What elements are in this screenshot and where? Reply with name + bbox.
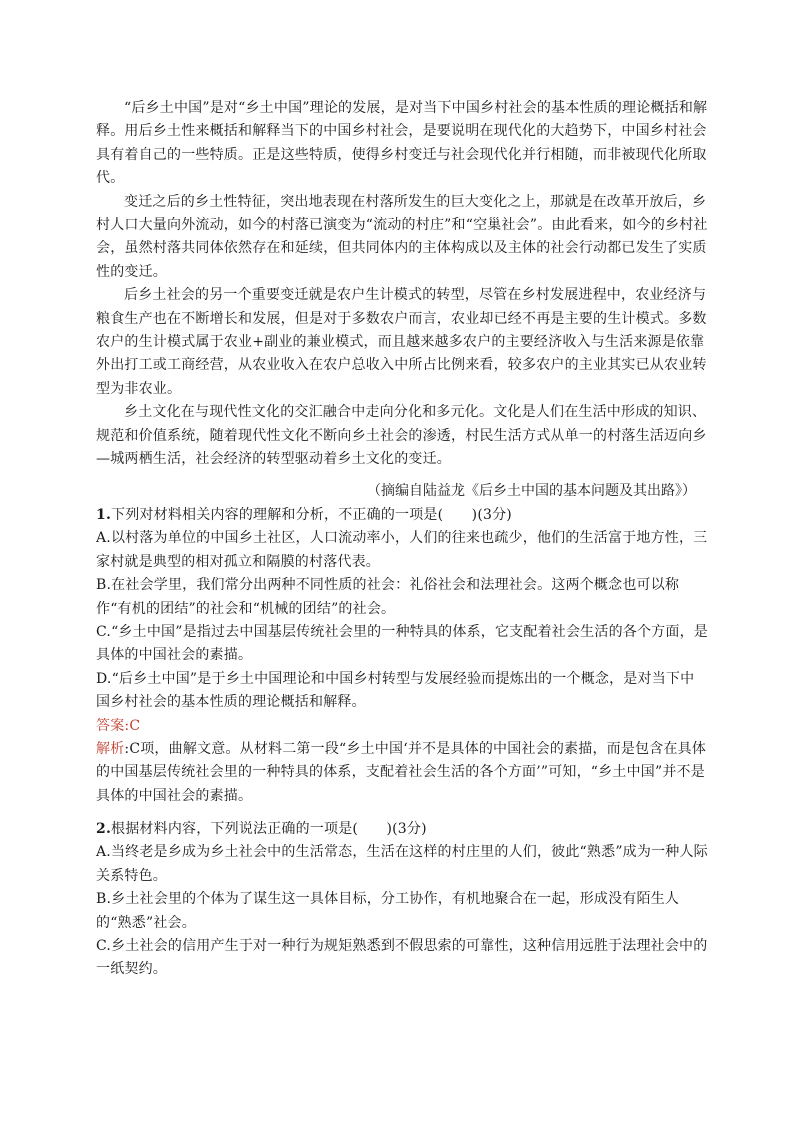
question-1: [96, 504, 708, 808]
question-1-option-b: B.在社会学里，我们常分出两种不同性质的社会：礼俗社会和法理社会。这两个概念也可以称作“有机的团结”的社会和“机械的团结”的社会。: [96, 577, 680, 617]
analysis-text: :C项，曲解文意。从材料二第一段“乡土中国‘并不是具体的中国社会的素描，而是包含在具体的中国基层传统社会里的一种特具的体系，支配着社会生活的各个方面’”可知，“乡土中国”并不是具体的中国社会的素描。: [96, 741, 707, 804]
question-1-stem: [96, 504, 708, 527]
passage-paragraph-2: 变迁之后的乡土性特征，突出地表现在村落所发生的巨大变化之上，那就是在改革开放后，乡村人口大量向外流动，如今的村落已演变为“流动的村庄”和“空巢社会”。由此看来，如今的乡村社会，虽然村落共同体依然存在和延续，但共同体内的主体构成以及主体的社会行动都已发生了实质性的变迁。: [96, 193, 708, 280]
question-2-option-b: B.乡土社会里的个体为了谋生这一具体目标，分工协作，有机地聚合在一起，形成没有陌生人的“熟悉”社会。: [96, 891, 680, 931]
passage-paragraph-1: “后乡土中国”是对“乡土中国”理论的发展，是对当下中国乡村社会的基本性质的理论概括和解释。用后乡土性来概括和解释当下的中国乡村社会，是要说明在现代化的大趋势下，中国乡村社会具有着自己的一些特质。正是这些特质，使得乡村变迁与社会现代化并行相随，而非被现代化所取代。: [96, 100, 708, 187]
question-1-analysis: [96, 738, 708, 808]
question-1-option-c: C.“乡土中国”是指过去中国基层传统社会里的一种特具的体系，它支配着社会生活的各个方面，是具体的中国社会的素描。: [96, 624, 708, 664]
question-2-stem: [96, 818, 708, 841]
question-2-option-c: C.乡土社会的信用产生于对一种行为规矩熟悉到不假思索的可靠性，这种信用远胜于法理社会中的一纸契约。: [96, 938, 708, 978]
question-1-answer: [96, 715, 708, 738]
answer-label: 答案: [96, 717, 125, 734]
passage-paragraph-4: 乡土文化在与现代性文化的交汇融合中走向分化和多元化。文化是人们在生活中形成的知识、规范和价值系统，随着现代性文化不断向乡土社会的渗透，村民生活方式从单一的村落生活迈向乡—城两栖生活，社会经济的转型驱动着乡土文化的变迁。: [96, 404, 707, 468]
question-2: [96, 818, 708, 982]
question-2-text: 根据材料内容，下列说法正确的一项是( )(3分): [111, 821, 427, 837]
passage-paragraph-3: 后乡土社会的另一个重要变迁就是农户生计模式的转型，尽管在乡村发展进程中，农业经济与粮食生产也在不断增长和发展，但是对于多数农户而言，农业却已经不再是主要的生计模式。多数农户的生计模式属于农业+副业的兼业模式，而且越来越多农户的主要经济收入与生活来源是依靠外出打工或工商经营，从农业收入在农户总收入中所占比例来看，较多农户的主业其实已从农业转型为非农业。: [96, 287, 707, 397]
answer-value: :C: [124, 717, 141, 734]
question-1-option-d: D.“后乡土中国”是于乡土中国理论和中国乡村转型与发展经验而提炼出的一个概念，是对当下中国乡村社会的基本性质的理论概括和解释。: [96, 670, 695, 711]
question-1-number: 1.: [96, 507, 112, 523]
question-1-text: 下列对材料相关内容的理解和分析，不正确的一项是( )(3分): [111, 507, 512, 523]
analysis-label: 解析: [96, 741, 125, 758]
question-1-option-a: A.以村落为单位的中国乡土社区，人口流动率小，人们的往来也疏少，他们的生活富于地方性，三家村就是典型的相对孤立和隔膜的村落代表。: [96, 530, 708, 570]
question-2-number: 2.: [96, 821, 112, 837]
passage-source: （摘编自陆益龙《后乡土中国的基本问题及其出路》）: [367, 483, 696, 499]
question-2-option-a: A.当终老是乡成为乡土社会中的生活常态，生活在这样的村庄里的人们，彼此“熟悉”成为一种人际关系特色。: [96, 844, 708, 884]
passage: [96, 97, 708, 472]
